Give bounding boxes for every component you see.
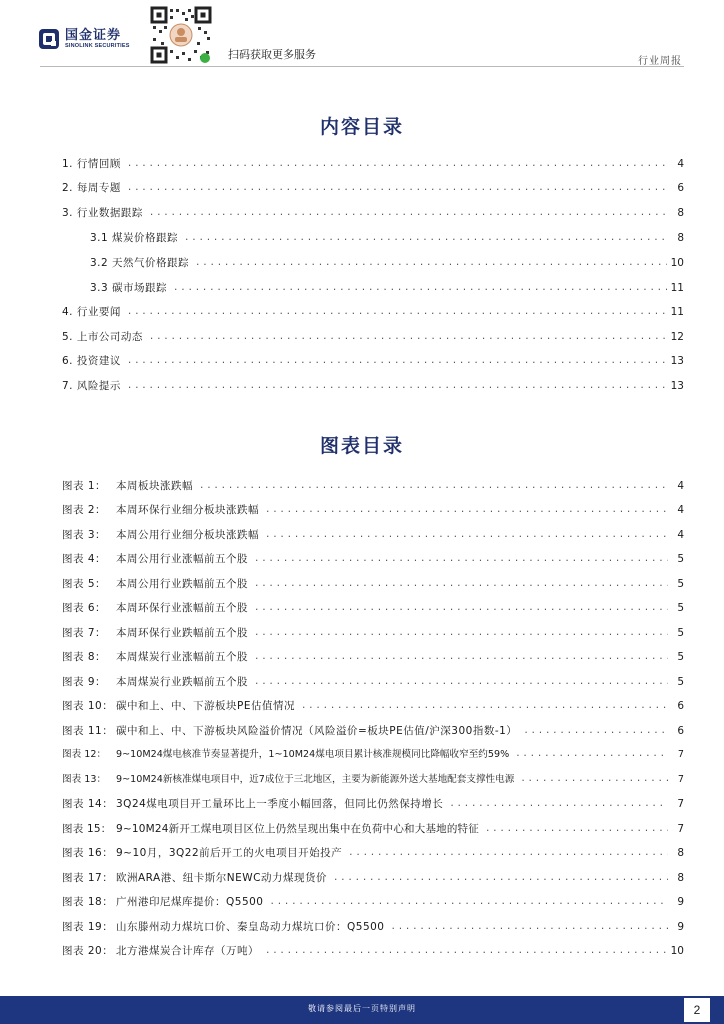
figure-entry[interactable]	[62, 675, 684, 689]
figure-caption: 山东滕州动力煤坑口价、秦皇岛动力煤坑口价：Q5500	[116, 921, 385, 933]
figure-page: 4	[677, 480, 684, 492]
figure-number: 图表 12：	[62, 749, 107, 760]
toc-entry-page: 12	[670, 331, 684, 343]
figure-entry[interactable]	[62, 577, 684, 591]
toc-entry-label: 7. 风险提示	[62, 380, 121, 392]
figure-page: 9	[677, 921, 684, 933]
figure-page: 5	[677, 578, 684, 590]
page-header	[0, 0, 724, 68]
toc-entry-page: 8	[677, 207, 684, 219]
figures-title: 图表目录	[319, 435, 404, 457]
toc-entry-page: 6	[677, 182, 684, 194]
dot-leader	[520, 772, 668, 786]
dot-leader	[391, 920, 669, 934]
figure-number: 图表 20：	[62, 945, 114, 957]
dot-leader	[127, 379, 667, 393]
dot-leader	[173, 281, 667, 295]
dot-leader	[449, 797, 668, 811]
figure-page: 7	[677, 823, 684, 835]
toc-entry-label: 3. 行业数据跟踪	[62, 207, 143, 219]
contents-title: 内容目录	[319, 116, 404, 138]
figure-caption: 广州港印尼煤库提价：Q5500	[116, 896, 264, 908]
toc-entry-label: 6. 投资建议	[62, 355, 121, 367]
figure-caption: 本周煤炭行业涨幅前五个股	[116, 651, 248, 663]
dot-leader	[254, 675, 668, 689]
figure-entry[interactable]	[62, 503, 684, 517]
figure-page: 5	[677, 553, 684, 565]
figure-page: 10	[670, 945, 684, 957]
dot-leader	[254, 601, 668, 615]
figure-entry[interactable]	[62, 552, 684, 566]
figure-number: 图表 5：	[62, 578, 107, 590]
figure-caption: 3Q24煤电项目开工量环比上一季度小幅回落，但同比仍然保持增长	[116, 798, 444, 810]
toc-subentry[interactable]	[90, 231, 684, 245]
figure-entry[interactable]	[62, 846, 684, 860]
dot-leader	[149, 330, 667, 344]
toc-subentry[interactable]	[90, 281, 684, 295]
dot-leader	[254, 626, 668, 640]
qr-caption: 扫码获取更多服务	[228, 48, 316, 61]
toc-entry[interactable]	[62, 354, 684, 368]
figure-entry[interactable]	[62, 748, 684, 762]
toc-entry-page: 13	[670, 355, 684, 367]
dot-leader	[265, 944, 667, 958]
figure-number: 图表 15：	[62, 823, 112, 835]
report-type-label: 行业周报	[638, 56, 682, 67]
footer-disclaimer[interactable]: 敬请参阅最后一页特别声明	[308, 1004, 416, 1013]
toc-entry-page: 8	[677, 232, 684, 244]
dot-leader	[184, 231, 668, 245]
figure-entry[interactable]	[62, 479, 684, 493]
figure-page: 5	[677, 627, 684, 639]
figure-page: 7	[677, 749, 684, 760]
dot-leader	[348, 846, 668, 860]
toc-entry-label: 3.3 碳市场跟踪	[90, 282, 168, 294]
figure-number: 图表 8：	[62, 651, 107, 663]
figure-page: 6	[677, 725, 684, 737]
figure-caption: 本周公用行业细分板块涨跌幅	[116, 529, 259, 541]
dot-leader	[301, 699, 668, 713]
toc-entry[interactable]	[62, 305, 684, 319]
figure-page: 5	[677, 651, 684, 663]
figure-entry[interactable]	[62, 699, 684, 713]
figure-number: 图表 16：	[62, 847, 114, 859]
figure-number: 图表 1：	[62, 480, 107, 492]
dot-leader	[515, 747, 668, 761]
dot-leader	[127, 181, 668, 195]
figure-page: 7	[677, 774, 684, 785]
figure-caption: 本周公用行业涨幅前五个股	[116, 553, 248, 565]
figure-entry[interactable]	[62, 895, 684, 909]
figure-page: 6	[677, 700, 684, 712]
figure-caption: 9~10M24新开工煤电项目区位上仍然呈现出集中在负荷中心和大基地的特征	[116, 823, 479, 835]
figure-number: 图表 13：	[62, 774, 107, 785]
brand-name-cn: 国金证券	[65, 27, 122, 43]
figure-caption: 北方港煤炭合计库存（万吨）	[116, 945, 259, 957]
figure-entry[interactable]	[62, 601, 684, 615]
dot-leader	[149, 206, 668, 220]
toc-entry-page: 10	[670, 257, 684, 269]
figure-page: 8	[677, 847, 684, 859]
dot-leader	[254, 552, 668, 566]
toc-entry-page: 11	[670, 282, 684, 294]
figure-entry[interactable]	[62, 920, 684, 934]
dot-leader	[127, 157, 668, 171]
figure-caption: 9~10M24煤电核准节奏显著提升，1~10M24煤电项目累计核准规模同比降幅收窄至约59%	[116, 749, 510, 760]
figure-entry[interactable]	[62, 797, 684, 811]
dot-leader	[265, 503, 668, 517]
toc-entry[interactable]	[62, 206, 684, 220]
figure-caption: 本周环保行业跌幅前五个股	[116, 627, 248, 639]
figure-caption: 本周公用行业跌幅前五个股	[116, 578, 248, 590]
header-divider	[40, 66, 684, 67]
sinolink-logo-icon	[38, 28, 60, 50]
figure-caption: 碳中和上、中、下游板块风险溢价情况（风险溢价=板块PE估值/沪深300指数-1）	[116, 725, 518, 737]
figure-page: 7	[677, 798, 684, 810]
figure-number: 图表 4：	[62, 553, 107, 565]
figure-page: 4	[677, 529, 684, 541]
figure-entry[interactable]	[62, 626, 684, 640]
toc-entry[interactable]	[62, 330, 684, 344]
dot-leader	[254, 650, 668, 664]
figure-number: 图表 2：	[62, 504, 107, 516]
qr-code-icon[interactable]	[150, 6, 212, 64]
figure-number: 图表 6：	[62, 602, 107, 614]
toc-entry[interactable]	[62, 157, 684, 171]
toc-subentry[interactable]	[90, 256, 684, 270]
dot-leader	[485, 822, 668, 836]
figure-number: 图表 10：	[62, 700, 114, 712]
toc-entry[interactable]	[62, 181, 684, 195]
figure-number: 图表 17：	[62, 872, 114, 884]
figure-entry[interactable]	[62, 650, 684, 664]
page-number: 2	[684, 998, 710, 1022]
brand-name-en: SINOLINK SECURITIES	[65, 42, 130, 49]
toc-entry-page: 13	[670, 380, 684, 392]
company-logo	[38, 28, 130, 50]
figure-page: 8	[677, 872, 684, 884]
figure-caption: 9~10月，3Q22前后开工的火电项目开始投产	[116, 847, 343, 859]
figure-number: 图表 18：	[62, 896, 114, 908]
figure-caption: 本周煤炭行业跌幅前五个股	[116, 676, 248, 688]
figure-entry[interactable]	[62, 724, 684, 738]
figure-caption: 本周环保行业涨幅前五个股	[116, 602, 248, 614]
toc-entry-page: 11	[670, 306, 684, 318]
toc-entry-label: 5. 上市公司动态	[62, 331, 143, 343]
dot-leader	[195, 256, 667, 270]
figure-number: 图表 3：	[62, 529, 107, 541]
toc-entry-label: 3.2 天然气价格跟踪	[90, 257, 190, 269]
figure-page: 9	[677, 896, 684, 908]
dot-leader	[333, 871, 668, 885]
figure-caption: 本周板块涨跌幅	[116, 480, 193, 492]
dot-leader	[523, 724, 668, 738]
toc-entry-label: 4. 行业要闻	[62, 306, 121, 318]
figure-caption: 碳中和上、中、下游板块PE估值情况	[116, 700, 295, 712]
figure-entry[interactable]	[62, 528, 684, 542]
dot-leader	[254, 577, 668, 591]
dot-leader	[270, 895, 669, 909]
figure-page: 4	[677, 504, 684, 516]
dot-leader	[127, 354, 667, 368]
toc-entry-page: 4	[677, 158, 684, 170]
figure-page: 5	[677, 602, 684, 614]
dot-leader	[199, 479, 668, 493]
figure-number: 图表 7：	[62, 627, 107, 639]
toc-entry-label: 2. 每周专题	[62, 182, 121, 194]
figure-number: 图表 9：	[62, 676, 107, 688]
figure-page: 5	[677, 676, 684, 688]
dot-leader	[265, 528, 668, 542]
figure-number: 图表 14：	[62, 798, 114, 810]
toc-entry[interactable]	[62, 379, 684, 393]
figure-caption: 本周环保行业细分板块涨跌幅	[116, 504, 259, 516]
toc-entry-label: 1. 行情回顾	[62, 158, 121, 170]
figure-number: 图表 19：	[62, 921, 114, 933]
figure-number: 图表 11：	[62, 725, 114, 737]
figure-entry[interactable]	[62, 773, 684, 787]
toc-entry-label: 3.1 煤炭价格跟踪	[90, 232, 179, 244]
figure-caption: 欧洲ARA港、纽卡斯尔NEWC动力煤现货价	[116, 872, 327, 884]
figure-entry[interactable]	[62, 871, 684, 885]
figure-caption: 9~10M24新核准煤电项目中，近7成位于三北地区，主要为新能源外送大基地配套支撑性电源	[116, 774, 515, 785]
dot-leader	[127, 305, 667, 319]
figure-entry[interactable]	[62, 944, 684, 958]
figure-entry[interactable]	[62, 822, 684, 836]
